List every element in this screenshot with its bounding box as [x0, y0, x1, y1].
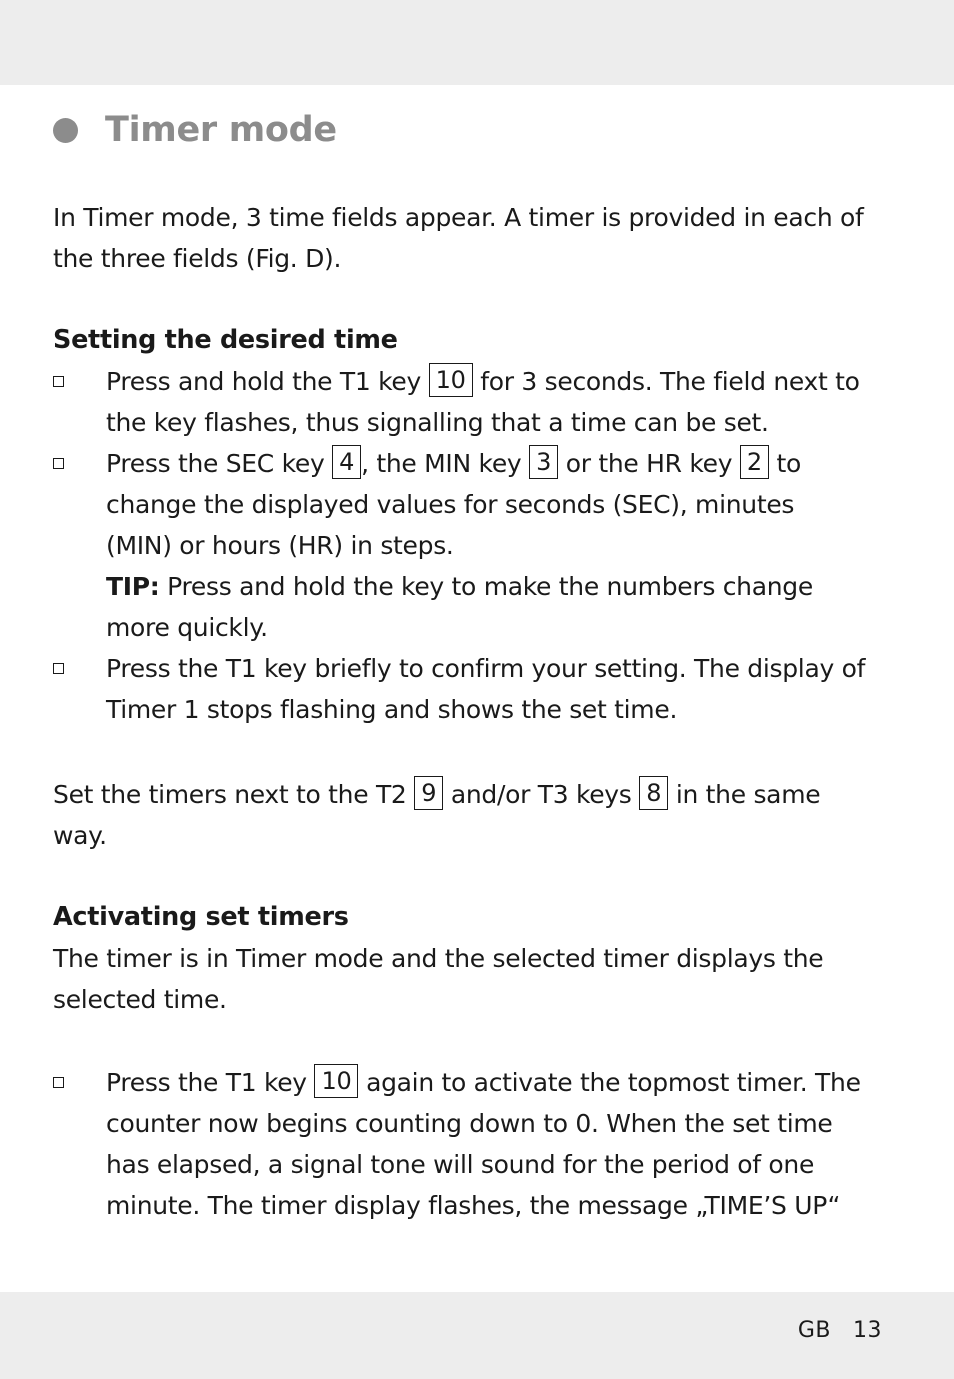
list-item [53, 361, 903, 443]
language-code: GB [797, 1318, 831, 1343]
intro-paragraph [53, 197, 903, 279]
list-item [53, 1062, 903, 1226]
other-timers-paragraph [53, 774, 903, 856]
page-number: 13 [853, 1318, 882, 1343]
step-text: Press the SEC key [106, 449, 325, 478]
key-ref-10: 10 [429, 363, 473, 397]
checkbox-bullet-icon [53, 1077, 64, 1088]
page-title: Timer mode [105, 110, 337, 150]
checkbox-bullet-icon [53, 458, 64, 469]
checkbox-bullet-icon [53, 663, 64, 674]
step-text: change the displayed values for seconds (SEC), minutes [106, 490, 795, 519]
intro-line-2: the three fields (Fig. D). [53, 244, 342, 273]
page-footer [798, 1318, 882, 1343]
activating-section [53, 897, 903, 1020]
tip-text: more quickly. [106, 613, 268, 642]
step-text: has elapsed, a signal tone will sound for the period of one [106, 1150, 815, 1179]
step-text: , the MIN key [361, 449, 522, 478]
activating-steps [53, 1062, 903, 1226]
list-item [53, 443, 903, 648]
para-text: Set the timers next to the T2 [53, 780, 407, 809]
step-text: the key flashes, thus signalling that a time can be set. [106, 408, 769, 437]
para-text: selected time. [53, 985, 227, 1014]
step-text: or the HR key [565, 449, 733, 478]
step-text: to [776, 449, 801, 478]
bullet-dot-icon [53, 118, 78, 143]
key-ref-3: 3 [529, 445, 558, 479]
key-ref-8: 8 [639, 776, 668, 810]
para-text: The timer is in Timer mode and the selected timer displays the [53, 944, 824, 973]
para-text: in the same [675, 780, 821, 809]
key-ref-9: 9 [414, 776, 443, 810]
activating-title: Activating set timers [53, 902, 349, 932]
para-text: and/or T3 keys [450, 780, 632, 809]
step-text: again to activate the topmost timer. The [366, 1068, 861, 1097]
intro-line-1: In Timer mode, 3 time fields appear. A timer is provided in each of [53, 203, 864, 232]
section-heading [53, 110, 337, 150]
para-text: way. [53, 821, 107, 850]
setting-section [53, 320, 903, 730]
tip-label: TIP: [106, 572, 160, 601]
step-text: counter now begins counting down to 0. When the set time [106, 1109, 833, 1138]
tip-text: Press and hold the key to make the numbers change [167, 572, 813, 601]
step-text: Press the T1 key [106, 1068, 307, 1097]
header-band [0, 0, 954, 85]
step-text: minute. The timer display flashes, the message „TIME’S UP“ [106, 1191, 841, 1220]
step-text: for 3 seconds. The field next to [480, 367, 860, 396]
key-ref-2: 2 [740, 445, 769, 479]
checkbox-bullet-icon [53, 376, 64, 387]
setting-title: Setting the desired time [53, 325, 398, 355]
step-text: Timer 1 stops flashing and shows the set time. [106, 695, 678, 724]
step-text: (MIN) or hours (HR) in steps. [106, 531, 454, 560]
list-item [53, 648, 903, 730]
key-ref-10: 10 [314, 1064, 358, 1098]
key-ref-4: 4 [332, 445, 361, 479]
step-text: Press the T1 key briefly to confirm your setting. The display of [106, 654, 866, 683]
step-text: Press and hold the T1 key [106, 367, 421, 396]
